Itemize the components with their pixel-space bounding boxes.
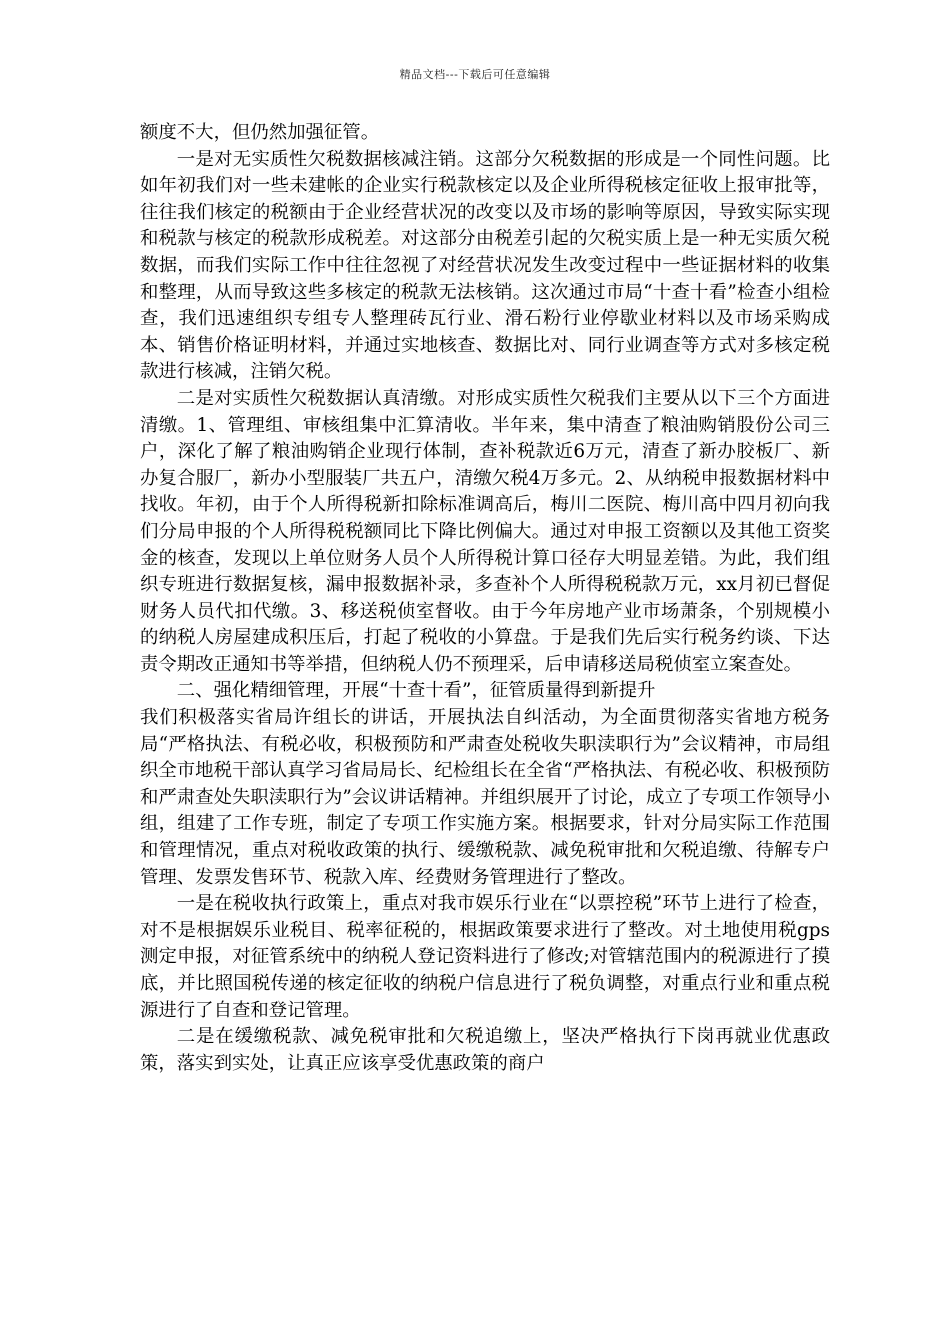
paragraph: 二是对实质性欠税数据认真清缴。对形成实质性欠税我们主要从以下三个方面进清缴。1、管理组、审核组集中汇算清收。半年来，集中清查了粮油购销股份公司三户，深化了解了粮油购销企业现行体制，查补税款近6万元，清查了新办胶板厂、新办复合服厂，新办小型服装厂共五户，清缴欠税4万多元。2、从纳税申报数据材料中找收。年初，由于个人所得税新扣除标准调高后，梅川二医院、梅川高中四月初向我们分局申报的个人所得税税额同比下降比例偏大。通过对申报工资额以及其他工资奖金的核查，发现以上单位财务人员个人所得税计算口径存大明显差错。为此，我们组织专班进行数据复核，漏申报数据补录，多查补个人所得税税款万元，xx月初已督促财务人员代扣代缴。3、移送税侦室督收。由于今年房地产业市场萧条，个别规模小的纳税人房屋建成积压后，打起了税收的小算盘。于是我们先后实行税务约谈、下达责令期改正通知书等举措，但纳税人仍不预理采，后申请移送局税侦室立案查处。 [140, 387, 830, 675]
paragraph: 一是在税收执行政策上，重点对我市娱乐行业在“以票控税”环节上进行了检查，对不是根据娱乐业税目、税率征税的，根据政策要求进行了整改。对土地使用税gps测定申报，对征管系统中的纳税人登记资料进行了修改;对管辖范围内的税源进行了摸底，并比照国税传递的核定征收的纳税户信息进行了税负调整，对重点行业和重点税源进行了自查和登记管理。 [140, 893, 830, 1021]
paragraph: 一是对无实质性欠税数据核减注销。这部分欠税数据的形成是一个同性问题。比如年初我们对一些未建帐的企业实行税款核定以及企业所得税核定征收上报审批等，往往我们核定的税额由于企业经营状况的改变以及市场的影响等原因，导致实际实现和税款与核定的税款形成税差。对这部分由税差引起的欠税实质上是一种无实质欠税数据，而我们实际工作中往往忽视了对经营状况发生改变过程中一些证据材料的收集和整理，从而导致这些多核定的税款无法核销。这次通过市局“十查十看”检查小组检查，我们迅速组织专组专人整理砖瓦行业、滑石粉行业停歇业材料以及市场采购成本、销售价格证明材料，并通过实地核查、数据比对、同行业调查等方式对多核定税款进行核减，注销欠税。 [140, 148, 830, 383]
document-body [140, 120, 830, 1077]
paragraph: 二是在缓缴税款、减免税审批和欠税追缴上，坚决严格执行下岗再就业优惠政策，落实到实处，让真正应该享受优惠政策的商户 [140, 1026, 830, 1074]
section-heading: 二、强化精细管理，开展“十查十看”，征管质量得到新提升 [176, 680, 656, 702]
paragraph: 额度不大，但仍然加强征管。 [140, 122, 380, 143]
paragraph: 我们积极落实省局许组长的讲话，开展执法自纠活动，为全面贯彻落实省地方税务局“严格执法、有税必收，积极预防和严肃查处税收失职渎职行为”会议精神，市局组织全市地税干部认真学习省局局长、纪检组长在全省“严格执法、有税必收、积极预防和严肃查处失职渎职行为”会议讲话精神。并组织展开了讨论，成立了专项工作领导小组，组建了工作专班，制定了专项工作实施方案。根据要求，针对分局实际工作范围和管理情况，重点对税收政策的执行、缓缴税款、减免税审批和欠税追缴、待解专户管理、发票发售环节、税款入库、经费财务管理进行了整改。 [140, 707, 830, 888]
page-header: 精品文档---下载后可任意编辑 [399, 68, 551, 81]
